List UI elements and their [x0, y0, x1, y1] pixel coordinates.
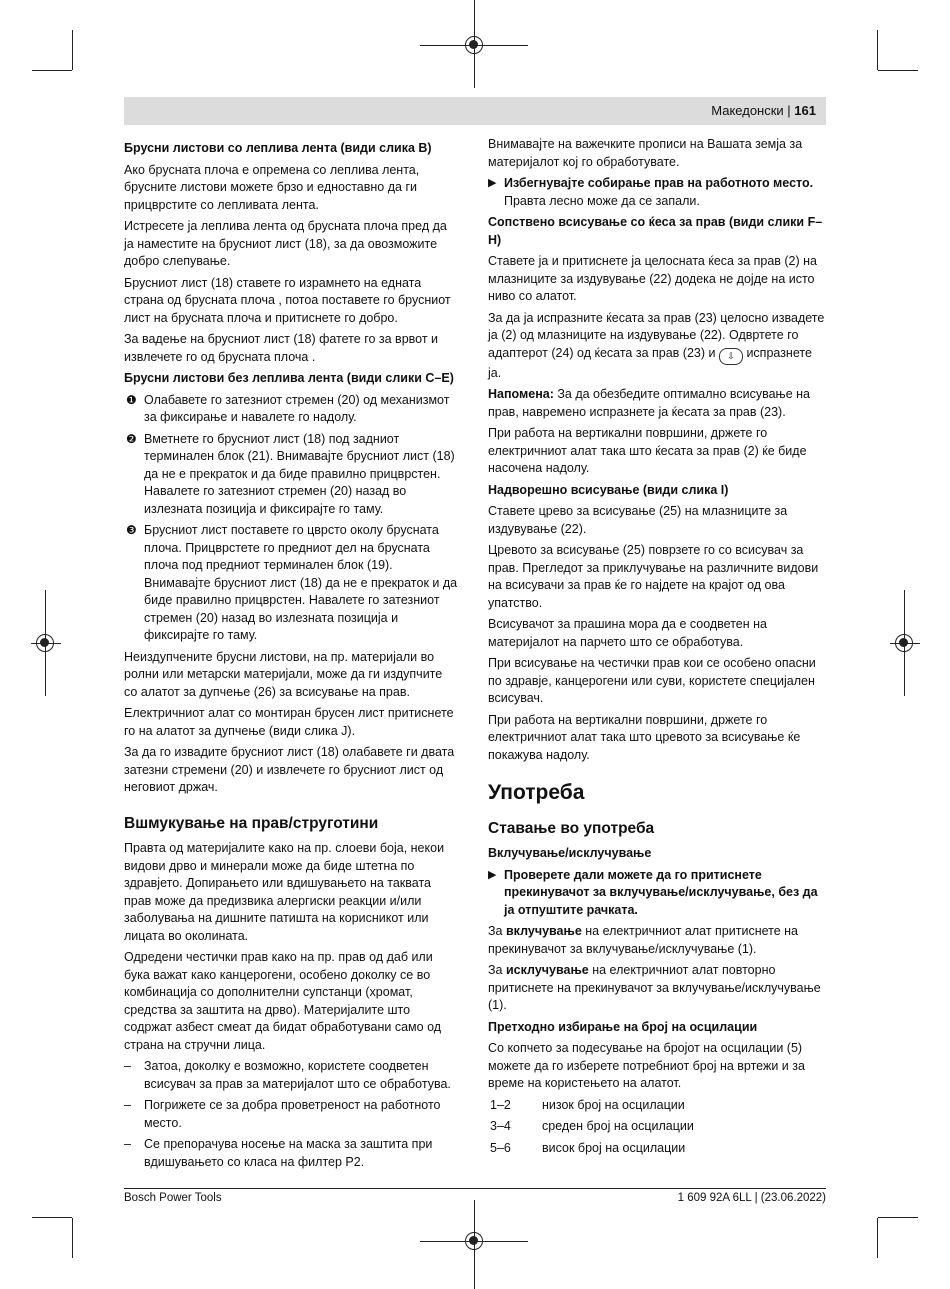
triangle-bullet-icon: ▶	[488, 868, 497, 881]
registration-target-icon	[465, 36, 483, 54]
paragraph: При работа на вертикални површини, држете го електричниот алат така што цревото за всисување ќе покажува надолу.	[488, 712, 801, 762]
paragraph: При работа на вертикални површини, држете го електричниот алат така што ќесата за прав (2) ќе биде насочена надолу.	[488, 426, 807, 475]
paragraph: Истресете ја леплива лента од брусната плоча пред да ја наместите на брусниот лист (18), за да овозможите добро слепување.	[124, 219, 447, 268]
section-heading: Надворешно всисување (види слика I)	[488, 482, 729, 497]
crop-mark	[32, 1217, 72, 1218]
section-heading: Ставање во употреба	[488, 819, 655, 837]
dash-bullet: –	[124, 1098, 131, 1112]
dash-bullet: –	[124, 1137, 131, 1151]
crop-mark	[878, 1217, 918, 1218]
step-number: ❶	[126, 392, 137, 407]
section-heading: Брусни листови со леплива лента (види слика B)	[124, 141, 432, 155]
paragraph	[488, 962, 826, 1015]
crop-mark	[878, 70, 918, 71]
paragraph: Правта од материјалите како на пр. слоеви боја, некои видови дрво и минерали може да биде штетна по здравјето. Допирањето или вдишувањето на таквата прав може да предизвика алергиски реакции и/или заболувања на дишните патишта на корисникот или лицата во околината.	[124, 841, 445, 943]
paragraph: Ставете ја и притиснете ја целосната ќеса за прав (2) на млазниците за издувување (22) додека не дојде на исто ниво со алатот.	[488, 254, 818, 303]
footer-divider	[124, 1188, 826, 1189]
paragraph-part: За	[488, 924, 503, 938]
paragraph	[488, 923, 826, 958]
step-text: Олабавете го затезниот стремен (20) од механизмот за фиксирање и навалете го надолу.	[144, 392, 450, 424]
crop-mark	[32, 70, 72, 71]
page-header	[124, 97, 826, 125]
paragraph: Всисувачот за прашина мора да е соодветен на материјалот на парчето што се обработува.	[488, 617, 767, 649]
paragraph: Со копчето за подесување на бројот на осцилации (5) можете да го изберете потребниот број на вртежи и за време на користењето на алатот.	[488, 1041, 805, 1090]
paragraph-part: испразнете ја.	[488, 345, 812, 380]
step-text: Вметнете го брусниот лист (18) под задниот терминален блок (21). Внимавајте брусниот лист (18) да не е прекратoк и да биде правилно прицврстен. Навалете го затезниот стремен (20) назад во излезната позиција и фиксирајте го таму.	[144, 431, 455, 516]
crop-mark	[877, 1218, 878, 1258]
list-item-text: Се препорачува носење на маска за заштита при вдишувањето со класа на филтер P2.	[144, 1137, 433, 1169]
paragraph: Одредени честички прав како на пр. прав од даб или бука важат како канцерогени, особено доколку се во комбинација со дополнителни супстанци (хромат, средства за заштита на дрво). Материјалите што содржат азбест смеат да бидат обработувани само од страна на стручни лица.	[124, 950, 442, 1052]
warning-item	[488, 175, 826, 210]
dash-bullet: –	[124, 1059, 131, 1073]
paragraph-part: на електричниот алат притиснете на прекинувачот за вклучување/исклучување (1).	[488, 924, 799, 956]
step-number: ❷	[126, 431, 137, 446]
empty-bag-icon: ⇩	[719, 348, 743, 365]
paragraph: Електричниот алат со монтиран брусен лист притиснете го на алатот за дупчење (види слика J).	[124, 706, 454, 738]
paragraph: Внимавајте на важечките прописи на Вашата земја за материјалот кој го обработувате.	[488, 137, 803, 169]
warning-bold: Проверете дали можете да го притиснете прекинувачот за вклучување/исклучување, без да ја отпуштите рачката.	[504, 867, 818, 917]
right-column	[488, 136, 826, 1161]
footer-doc-id: 1 609 92A 6LL | (23.06.2022)	[677, 1192, 826, 1204]
paragraph-part: За	[488, 963, 503, 977]
step-text: Брусниот лист поставете го цврсто околу брусната плоча. Прицврстете го предниот дел на брусната плоча под предниот терминален блок (19). Внимавајте брусниот лист (18) да не е прекратoк и да биде правилно прицврстен. Навалете го затезниот стремен (20) назад во излезната позиција и фиксирајте го таму.	[144, 523, 458, 642]
subsection-heading: Вклучување/исклучување	[488, 846, 652, 860]
numbered-step	[124, 522, 459, 645]
paragraph: Ставете црево за всисување (25) на млазниците за издувување (22).	[488, 504, 788, 536]
oscillation-desc: низок број на осцилации	[542, 1097, 685, 1112]
list-item	[124, 1136, 459, 1171]
oscillation-row	[488, 1097, 826, 1115]
paragraph	[488, 310, 826, 383]
oscillation-desc: висок број на осцилации	[542, 1140, 686, 1155]
paragraph: При всисување на честички прав кои се особено опасни по здравје, канцерогени или суви, користете специјален всисувач.	[488, 656, 816, 705]
section-heading: Вшмукување на прав/струготини	[124, 814, 379, 832]
chapter-heading: Употреба	[488, 781, 585, 804]
warning-item	[488, 867, 826, 920]
list-item-text: Погрижете се за добра проветреност на работното место.	[144, 1098, 441, 1130]
list-item	[124, 1097, 459, 1132]
warning-text: Правта лесно може да се запали.	[504, 193, 700, 208]
registration-target-icon	[465, 1232, 483, 1250]
paragraph: Ако брусната плоча е опремена со леплива лента, брусните листови можете брзо и едноставно да ги прицврстите со лепливата лента.	[124, 162, 420, 212]
oscillation-row	[488, 1140, 826, 1158]
registration-target-icon	[895, 634, 913, 652]
crop-mark	[72, 1218, 73, 1258]
warning-bold: Избегнувајте собирање прав на работното место.	[504, 176, 814, 190]
section-heading: Брусни листови без леплива лента (види слики C–E)	[124, 371, 454, 385]
list-item	[124, 1058, 459, 1093]
note	[488, 386, 826, 421]
oscillation-level: 1–2	[490, 1097, 511, 1112]
paragraph: За да го извадите брусниот лист (18) олабавете ги двата затезни стремени (20) и извлечете го брусниот лист од неговиот држач.	[124, 745, 455, 794]
paragraph: Неиздупчените брусни листови, на пр. материјали во ролни или метарски материјали, може да ги издупчите со алатот за дупчење (26) за всисување на прав.	[124, 649, 443, 699]
page-number: 161	[794, 103, 816, 118]
section-heading: Сопствено всисување со ќеса за прав (види слики F–H)	[488, 215, 823, 247]
list-item-text: Затоа, доколку е возможно, користете соодветен всисувач за прав за материјалот што се обработува.	[144, 1059, 451, 1091]
oscillation-level: 5–6	[490, 1140, 511, 1155]
paragraph: Цревото за всисување (25) поврзете го со всисувач за прав. Прегледот за приклучување на различните видови на всисувачи за прав ќе го најдете на крајот од ова упатство.	[488, 543, 819, 610]
subsection-heading: Претходно избирање на број на осцилации	[488, 1019, 758, 1034]
oscillation-desc: среден број на осцилации	[542, 1119, 694, 1133]
paragraph-part: на електричниот алат повторно притиснете на прекинувачот за вклучување/исклучување (1).	[488, 963, 821, 1012]
paragraph-bold: вклучување	[506, 924, 582, 938]
oscillation-level: 3–4	[490, 1119, 511, 1133]
header-language: Македонски	[711, 103, 784, 118]
registration-target-icon	[36, 634, 54, 652]
step-number: ❸	[126, 523, 137, 537]
crop-mark	[877, 30, 878, 70]
paragraph: Брусниот лист (18) ставете го израмнето на едната страна од брусната плоча , потоа поставете го брусниот лист на брусната плоча и притиснете го добро.	[124, 275, 451, 325]
paragraph-part: За да ја испразните ќесата за прав (23) целосно извадете ја (2) од млазниците на издувување (22). Одвртете го адаптерот (24) од ќесата за прав (23) и	[488, 310, 825, 360]
paragraph: За вадење на брусниот лист (18) фатете го за врвот и извлечете го од брусната плоча .	[124, 332, 439, 364]
note-text: За да обезбедите оптимално всисување на прав, навремено испразнете ја ќесата за прав (23).	[488, 387, 810, 419]
numbered-step	[124, 392, 459, 427]
paragraph-bold: исклучување	[506, 963, 589, 977]
oscillation-row	[488, 1118, 826, 1136]
crop-mark	[72, 30, 73, 70]
footer-brand: Bosch Power Tools	[124, 1192, 222, 1204]
header-title: Македонски | 161	[711, 103, 816, 118]
note-label: Напомена:	[488, 387, 554, 401]
triangle-bullet-icon: ▶	[488, 177, 497, 189]
numbered-step	[124, 431, 459, 519]
left-column	[124, 136, 459, 1175]
